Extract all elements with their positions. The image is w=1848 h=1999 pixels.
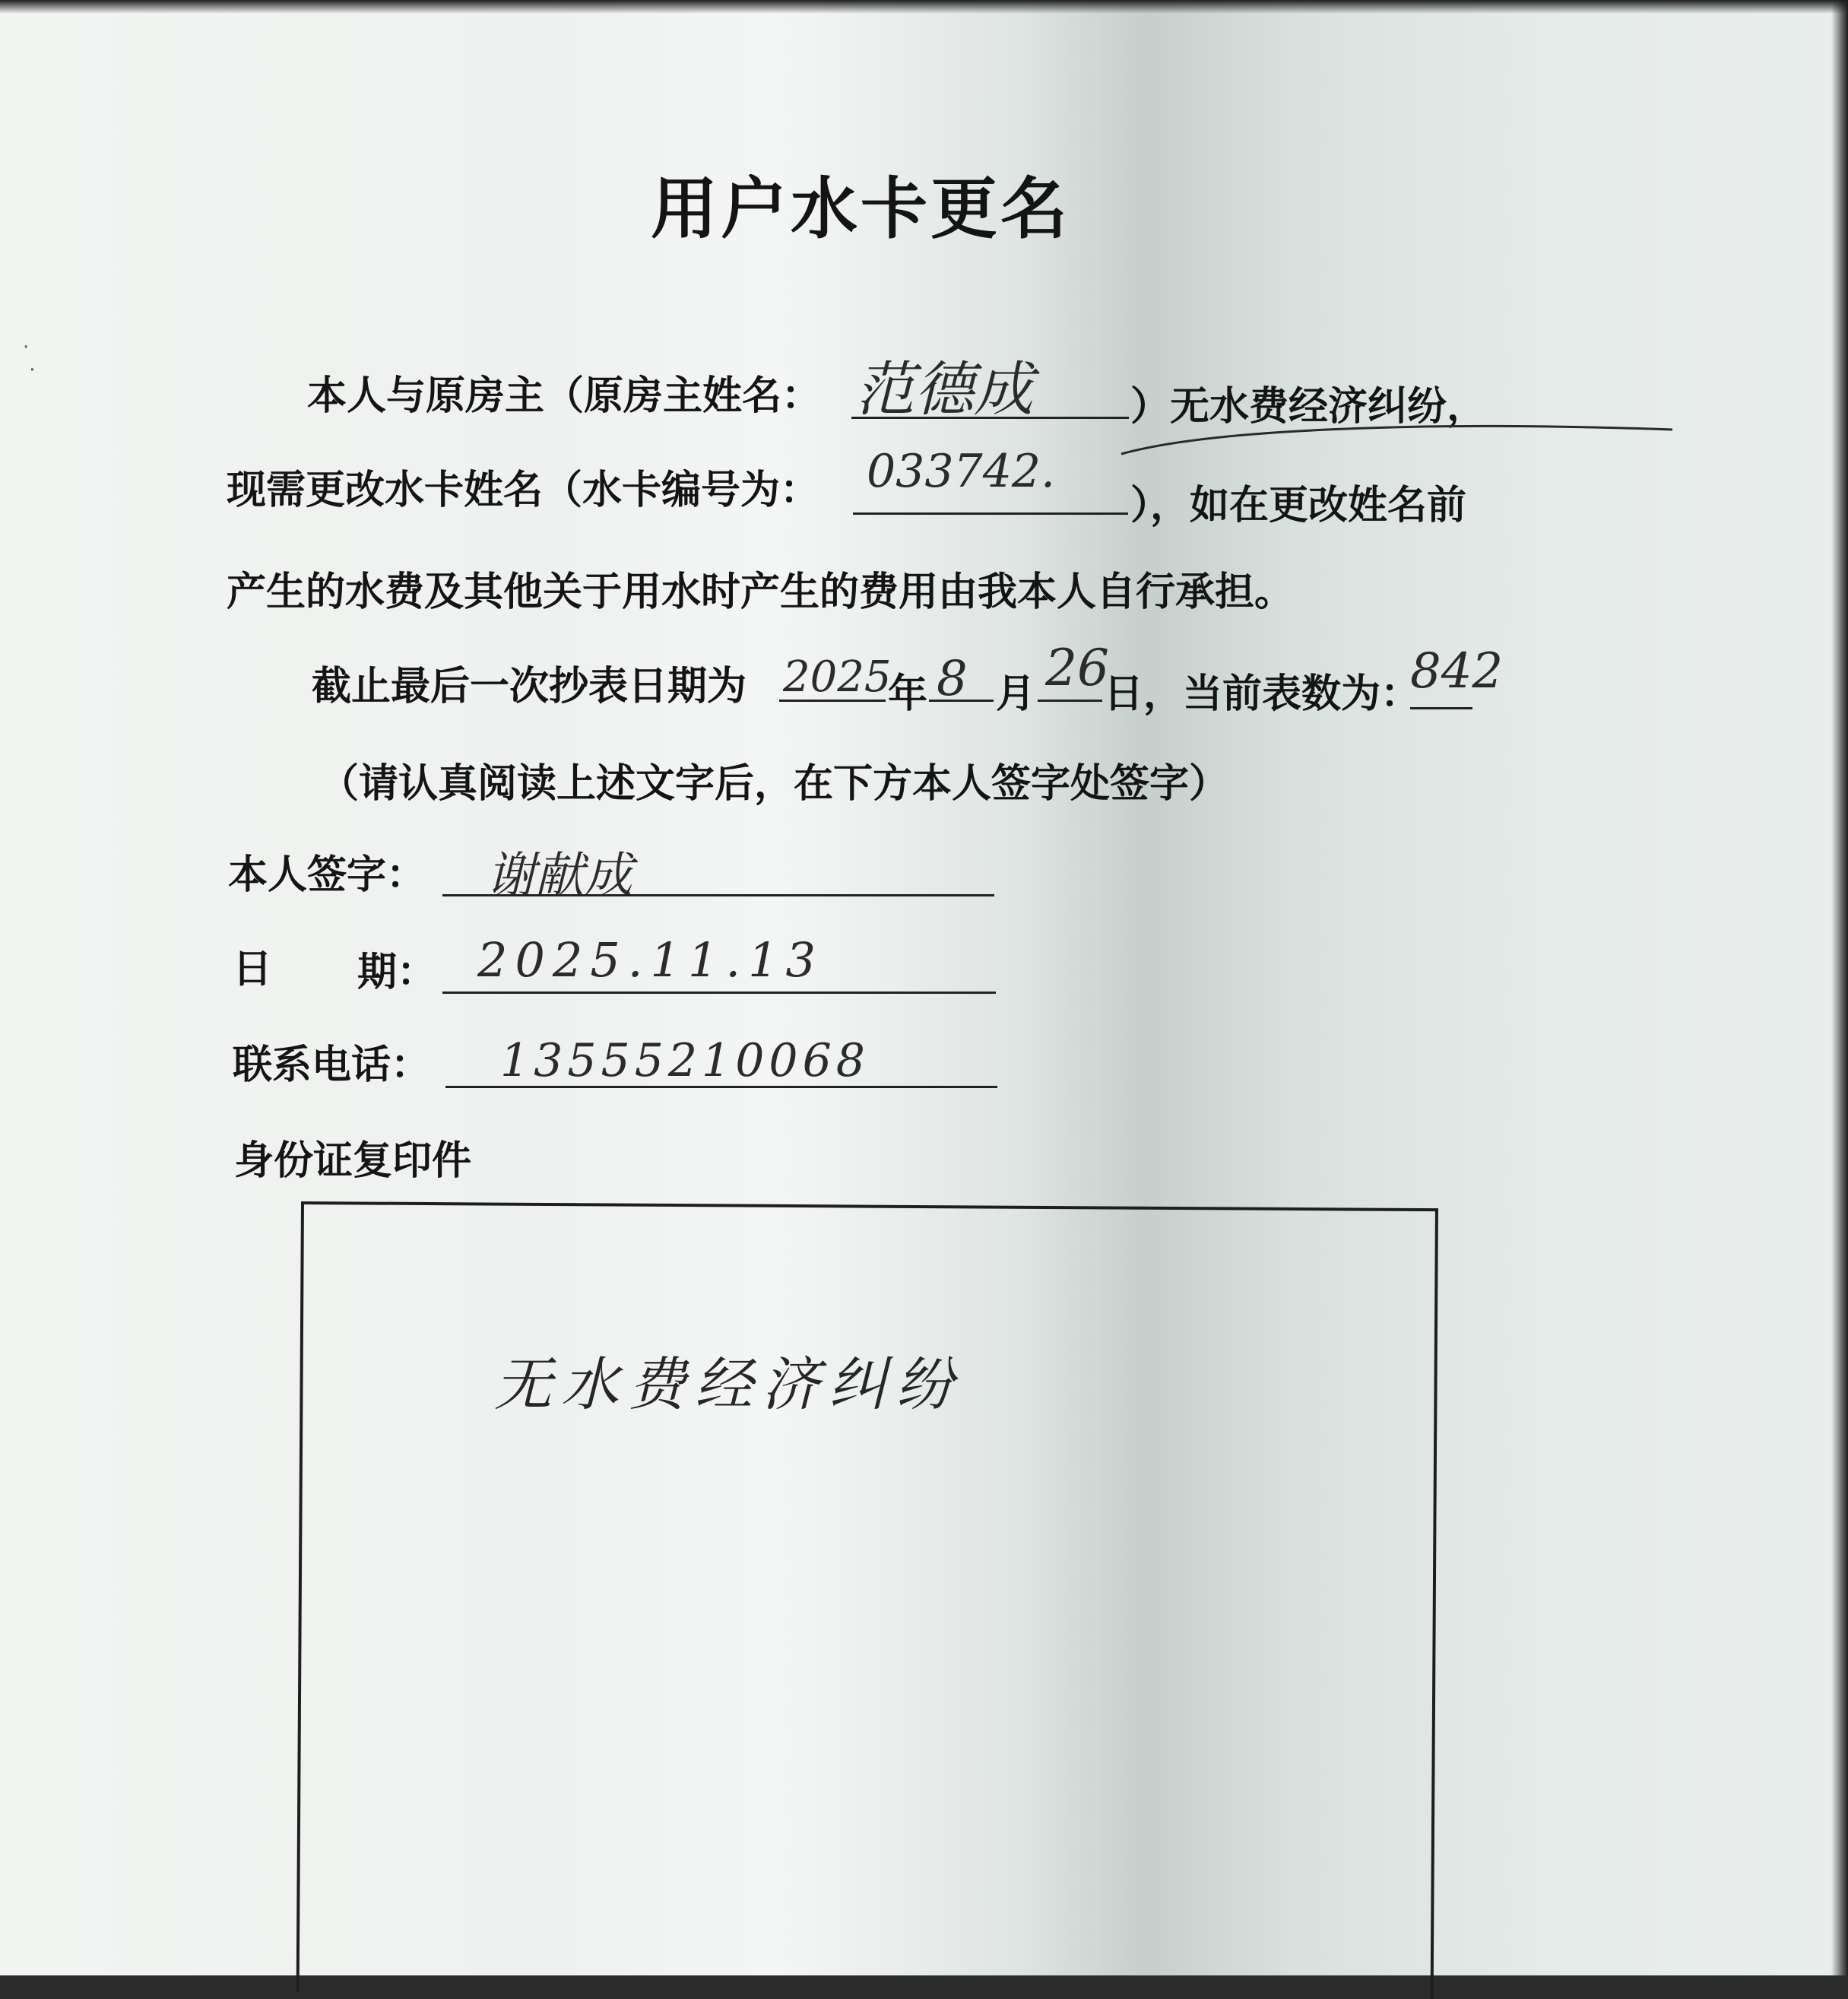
document-title: 用户水卡更名 — [651, 170, 1071, 248]
scan-shadow-right — [1831, 0, 1848, 1975]
paragraph-line4-prefix: 截止最后一次抄表日期为 — [312, 664, 747, 709]
paragraph-month-unit: 月 — [996, 671, 1036, 717]
date-label-part1: 日 — [233, 947, 273, 992]
id-copy-label: 身份证复印件 — [234, 1138, 472, 1184]
handwritten-meter-reading: 842 — [1410, 643, 1504, 700]
underline-year — [779, 700, 886, 702]
stray-marks: · · — [23, 336, 36, 382]
handwritten-curve-stroke — [1117, 414, 1680, 460]
handwritten-day: 26 — [1045, 639, 1109, 697]
signing-notice: （请认真阅读上述文字后，在下方本人签字处签字） — [319, 761, 1229, 807]
date-label-part2: 期： — [357, 950, 437, 995]
underline-signature — [442, 894, 994, 896]
underline-card-number — [853, 512, 1128, 515]
underline-date — [442, 992, 996, 994]
paragraph-line1-before: 本人与原房主（原房主姓名： — [307, 373, 822, 419]
handwritten-month: 8 — [937, 651, 968, 707]
handwritten-date: 2025.11.13 — [477, 932, 823, 988]
handwritten-original-owner: 范德成 — [855, 356, 1034, 424]
id-copy-box — [296, 1201, 1438, 1999]
scan-shadow-top — [0, 0, 1848, 14]
phone-label: 联系电话： — [233, 1042, 431, 1088]
paragraph-line3: 产生的水费及其他关于用水时产生的费用由我本人自行承担。 — [227, 570, 1295, 615]
paragraph-day-unit: 日，当前表数为： — [1104, 671, 1421, 717]
underline-month — [929, 700, 994, 702]
handwritten-id-box-note: 无水费经济纠纷 — [494, 1350, 962, 1418]
underline-meter-reading — [1410, 707, 1472, 709]
underline-original-owner — [851, 417, 1129, 419]
handwritten-phone: 13555210068 — [500, 1034, 870, 1087]
handwritten-year: 2025 — [783, 652, 892, 702]
underline-phone — [445, 1086, 997, 1088]
paragraph-year-unit: 年 — [888, 671, 928, 717]
paragraph-line1-after: ）无水费经济纠纷， — [1130, 384, 1487, 430]
paragraph-line2-after: ），如在更改姓名前 — [1130, 483, 1467, 528]
underline-day — [1038, 700, 1102, 702]
handwritten-signature: 谢献成 — [487, 848, 632, 904]
paragraph-line2-before: 现需更改水卡姓名（水卡编号为： — [227, 468, 820, 513]
handwritten-card-number: 033742. — [867, 445, 1056, 498]
signature-label: 本人签字： — [228, 852, 426, 898]
